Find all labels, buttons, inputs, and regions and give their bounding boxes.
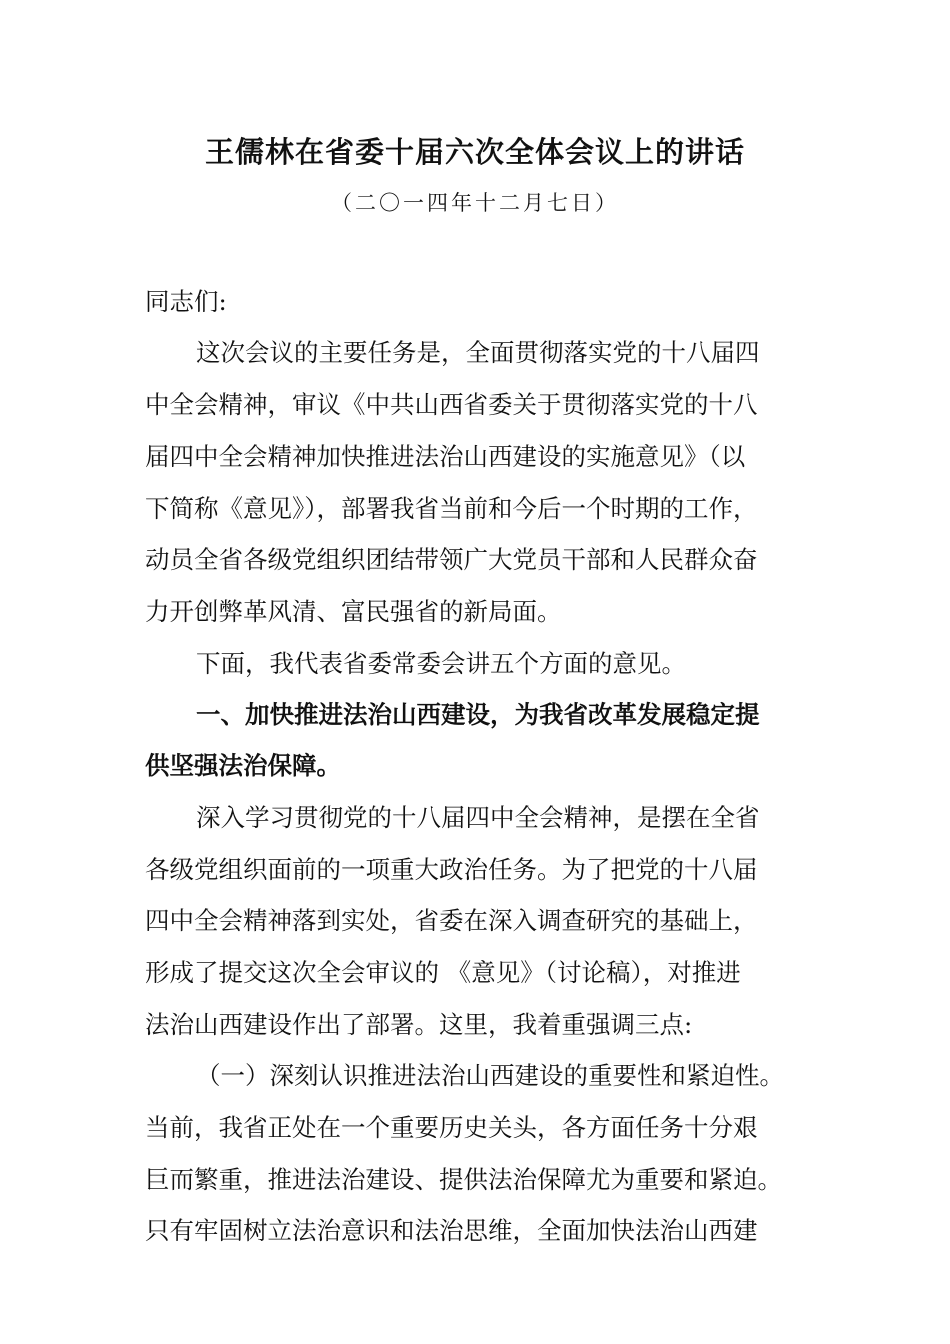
- paragraph-line: 下面，我代表省委常委会讲五个方面的意见。: [196, 649, 686, 678]
- paragraph-line: 巨而繁重，推进法治建设、提供法治保障尤为重要和紧迫。: [145, 1165, 782, 1194]
- paragraph-line: 下简称《意见》），部署我省当前和今后一个时期的工作，: [145, 494, 758, 523]
- paragraph-line: 这次会议的主要任务是，全面贯彻落实党的十八届四: [196, 338, 760, 367]
- paragraph-line: 当前，我省正处在一个重要历史关头，各方面任务十分艰: [145, 1113, 758, 1142]
- paragraph-line: 力开创弊革风清、富民强省的新局面。: [145, 597, 562, 626]
- document-date: （二〇一四年十二月七日）: [331, 191, 619, 215]
- paragraph-line: 动员全省各级党组织团结带领广大党员干部和人民群众奋: [145, 545, 758, 574]
- paragraph-line: 深入学习贯彻党的十八届四中全会精神，是摆在全省: [196, 803, 760, 832]
- paragraph-line: 形成了提交这次全会审议的 《意见》（讨论稿），对推进: [145, 958, 741, 987]
- paragraph-line: 中全会精神，审议《中共山西省委关于贯彻落实党的十八: [145, 390, 758, 419]
- paragraph-line: 各级党组织面前的一项重大政治任务。为了把党的十八届: [145, 855, 758, 884]
- section-heading-line: 一、加快推进法治山西建设，为我省改革发展稳定提: [196, 700, 760, 729]
- document-title: 王儒林在省委十届六次全体会议上的讲话: [204, 135, 745, 169]
- paragraph-line: 届四中全会精神加快推进法治山西建设的实施意见》（以: [145, 442, 746, 471]
- subsection-line: （一）深刻认识推进法治山西建设的重要性和紧迫性。: [196, 1061, 784, 1090]
- paragraph-line: 四中全会精神落到实处，省委在深入调查研究的基础上，: [145, 906, 758, 935]
- salutation: 同志们:: [145, 287, 227, 316]
- section-heading-line: 供坚强法治保障。: [145, 751, 341, 780]
- paragraph-line: 法治山西建设作出了部署。这里，我着重强调三点:: [145, 1010, 693, 1039]
- paragraph-line: 只有牢固树立法治意识和法治思维，全面加快法治山西建: [145, 1216, 758, 1245]
